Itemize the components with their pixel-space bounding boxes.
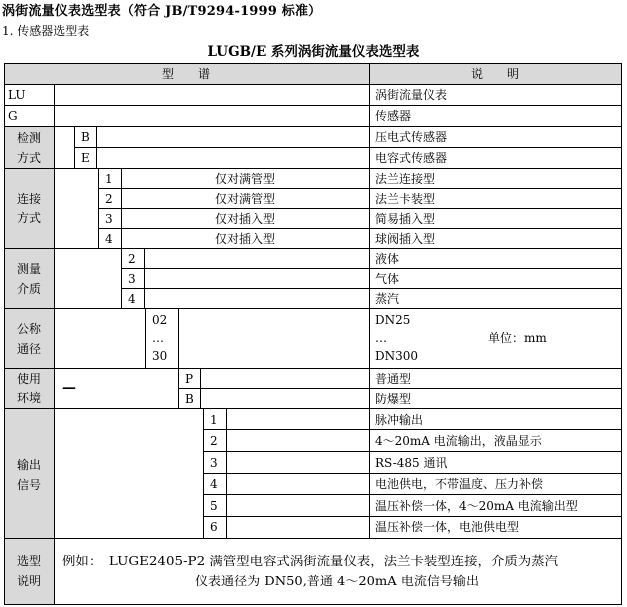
- connect-code-4: 4: [105, 232, 113, 246]
- connect-desc-4: 球阀插入型: [375, 232, 436, 246]
- medium-label-2: 介质: [16, 282, 42, 296]
- diameter-code-start: 02: [152, 313, 168, 327]
- table-title: LUGB/E 系列涡街流量仪表选型表: [207, 44, 420, 60]
- connect-desc-2: 法兰卡装型: [375, 192, 436, 206]
- header-model: 型 谱: [161, 67, 211, 81]
- medium-label-1: 测量: [16, 262, 42, 276]
- header-description: 说 明: [470, 67, 520, 81]
- example-label-1: 选型: [16, 554, 42, 568]
- env-dash: —: [62, 380, 76, 396]
- example-label-2: 说明: [16, 574, 42, 588]
- env-desc-normal: 普通型: [375, 372, 412, 386]
- connect-code-2: 2: [105, 192, 113, 206]
- env-code-b: B: [185, 392, 194, 406]
- medium-desc-steam: 蒸汽: [375, 292, 400, 306]
- example-line-1: 例如： LUGE2405-P2 满管型电容式涡街流量仪表，法兰卡装型连接，介质为蒸汽: [62, 554, 506, 568]
- detect-desc-e: 电容式传感器: [375, 151, 448, 165]
- output-desc-3: RS-485 通讯: [375, 456, 448, 470]
- connect-note-3: 仅对插入型: [214, 212, 276, 226]
- diameter-unit: 单位：mm: [488, 331, 547, 345]
- output-desc-5: 温压补偿一体，4～20mA 电流输出型: [375, 499, 578, 513]
- connect-label-2: 方式: [16, 211, 42, 225]
- connect-note-1: 仅对满管型: [214, 172, 276, 186]
- output-label-1: 输出: [16, 458, 42, 472]
- diameter-label-2: 通径: [16, 342, 42, 356]
- diameter-label-1: 公称: [16, 322, 42, 336]
- document-heading: 涡街流量仪表选型表（符合 JB/T9294-1999 标准）: [2, 4, 322, 19]
- connect-note-2: 仅对满管型: [214, 192, 276, 206]
- output-desc-2: 4～20mA 电流输出，液晶显示: [375, 434, 542, 448]
- section-subheading: 1. 传感器选型表: [2, 24, 90, 38]
- detect-code-b: B: [81, 130, 90, 144]
- output-code-2: 2: [210, 434, 218, 448]
- output-desc-6: 温压补偿一体，电池供电型: [375, 520, 520, 534]
- lu-desc: 涡街流量仪表: [375, 88, 448, 102]
- connect-code-1: 1: [105, 172, 113, 186]
- detect-label-2: 方式: [16, 151, 42, 165]
- detect-code-e: E: [81, 151, 90, 165]
- output-desc-1: 脉冲输出: [375, 413, 424, 427]
- diameter-code-end: 30: [152, 349, 168, 363]
- output-code-3: 3: [210, 456, 218, 470]
- connect-desc-1: 法兰连接型: [375, 172, 436, 186]
- output-code-5: 5: [210, 499, 218, 513]
- lu-code: LU: [8, 88, 26, 102]
- env-label-1: 使用: [16, 372, 42, 386]
- output-code-1: 1: [210, 413, 218, 427]
- medium-desc-gas: 气体: [375, 272, 400, 286]
- medium-code-4: 4: [128, 292, 136, 306]
- diameter-desc-end: DN300: [375, 349, 419, 363]
- g-code: G: [8, 109, 18, 123]
- env-code-p: P: [185, 372, 194, 386]
- g-desc: 传感器: [375, 109, 412, 123]
- medium-code-2: 2: [128, 252, 136, 266]
- detect-label-1: 检测: [16, 131, 42, 145]
- output-code-6: 6: [210, 520, 218, 534]
- diameter-desc-ellipsis: …: [375, 331, 387, 345]
- output-code-4: 4: [210, 477, 218, 491]
- diameter-code-ellipsis: …: [152, 331, 164, 345]
- example-line-2: 仪表通径为 DN50,普通 4～20mA 电流信号输出: [195, 574, 457, 588]
- connect-code-3: 3: [105, 212, 113, 226]
- medium-code-3: 3: [128, 272, 136, 286]
- medium-desc-liquid: 液体: [375, 252, 400, 266]
- connect-label-1: 连接: [16, 192, 42, 206]
- connect-note-4: 仅对插入型: [214, 232, 276, 246]
- diameter-desc-start: DN25: [375, 313, 411, 327]
- output-desc-4: 电池供电，不带温度、压力补偿: [375, 477, 544, 491]
- env-desc-explosion-proof: 防爆型: [375, 392, 412, 406]
- detect-desc-b: 压电式传感器: [375, 130, 448, 144]
- output-label-2: 信号: [16, 478, 42, 492]
- connect-desc-3: 简易插入型: [375, 212, 436, 226]
- env-label-2: 环境: [16, 391, 42, 405]
